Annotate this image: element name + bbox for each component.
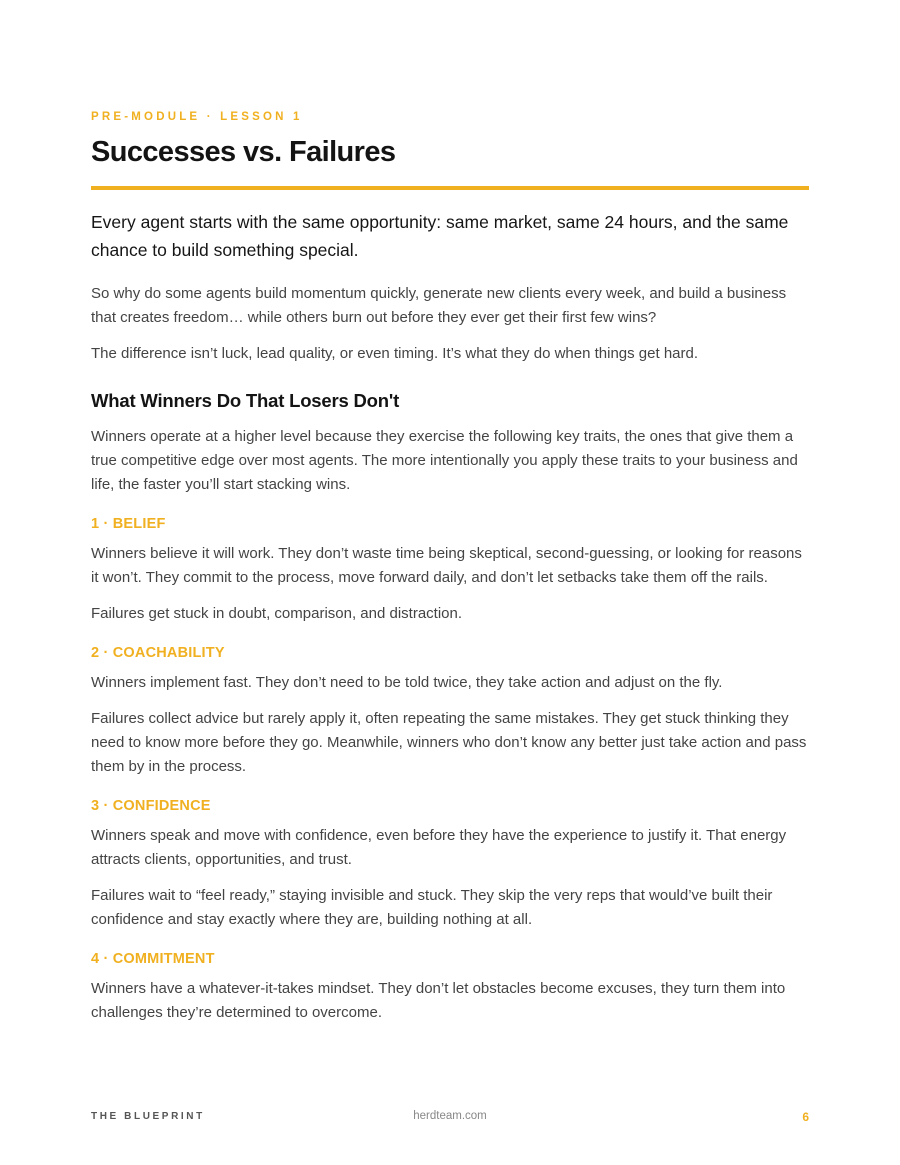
trait-heading-coachability: 2 · COACHABILITY [91,645,225,661]
page-footer [91,1110,809,1126]
trait-coachability-winners: Winners implement fast. They don’t need to be told twice, they take action and adjust on the fly. [91,674,723,691]
trait-confidence-failures: Failures wait to “feel ready,” staying invisible and stuck. They skip the very reps that would’ve built their confidence and stay exactly where they are, building nothing at all. [91,887,773,928]
intro-paragraph-2: The difference isn’t luck, lead quality, or even timing. It’s what they do when things get hard. [91,345,699,362]
lesson-eyebrow: PRE-MODULE · LESSON 1 [91,111,303,123]
footer-brand: THE BLUEPRINT [91,1111,205,1122]
trait-belief-failures: Failures get stuck in doubt, comparison, and distraction. [91,605,463,622]
page-title: Successes vs. Failures [91,136,396,168]
trait-confidence-winners: Winners speak and move with confidence, even before they have the experience to justify it. That energy attracts clients, opportunities, and trust. [91,827,787,868]
trait-heading-confidence: 3 · CONFIDENCE [91,798,211,814]
footer-website: herdteam.com [413,1110,487,1122]
trait-heading-belief: 1 · BELIEF [91,516,166,532]
section-heading: What Winners Do That Losers Don't [91,390,400,411]
page-number: 6 [802,1110,809,1124]
trait-belief-winners: Winners believe it will work. They don’t waste time being skeptical, second-guessing, or looking for reasons it won’t. They commit to the process, move forward daily, and don’t let setbacks take them off the rails. [91,545,802,586]
section-paragraph: Winners operate at a higher level because they exercise the following key traits, the ones that give them a true competitive edge over most agents. The more intentionally you apply these traits to your business and life, the faster you’ll start stacking wins. [91,428,798,493]
intro-paragraph-1: So why do some agents build momentum quickly, generate new clients every week, and build a business that creates freedom… while others burn out before they ever get their first few wins? [91,285,787,326]
main-content [91,208,809,1025]
intro-lead: Every agent starts with the same opportunity: same market, same 24 hours, and the same chance to build something special. [91,212,789,260]
trait-coachability-failures: Failures collect advice but rarely apply it, often repeating the same mistakes. They get stuck thinking they need to know more before they go. Meanwhile, winners who don’t know any better just take action and pass them by in the process. [91,710,807,775]
trait-commitment-winners: Winners have a whatever-it-takes mindset. They don’t let obstacles become excuses, they turn them into challenges they’re determined to overcome. [91,980,786,1021]
trait-heading-commitment: 4 · COMMITMENT [91,951,215,967]
title-divider [91,186,809,190]
